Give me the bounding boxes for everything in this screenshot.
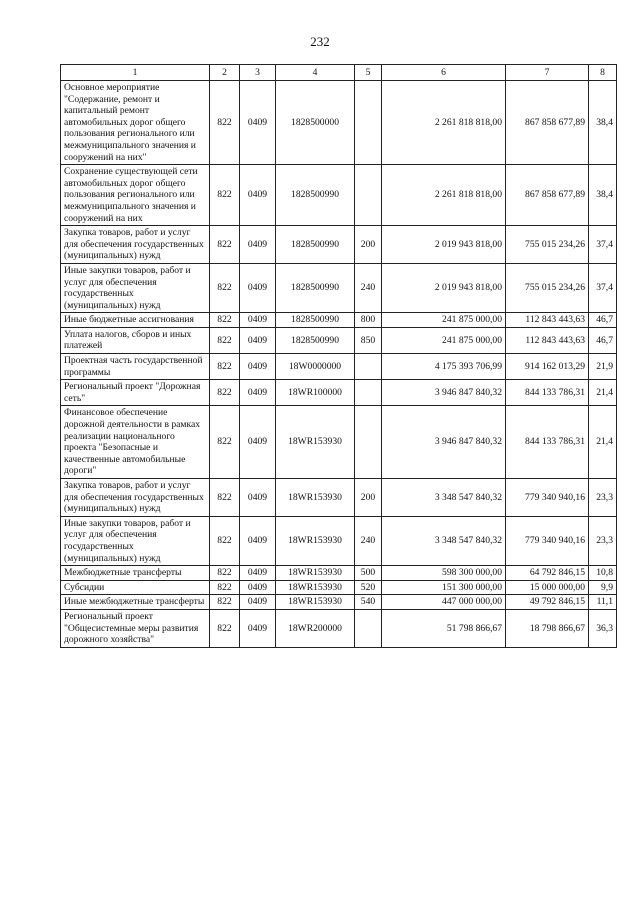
fact-amount-cell: 867 858 677,89 — [506, 81, 589, 165]
table-row — [61, 263, 617, 312]
row-name-cell: Основное мероприятие "Содержание, ремонт и капитальный ремонт автомобильных дорог общего пользования регионального или межмуниципального значения и сооружений на них" — [61, 81, 210, 165]
grbs-code-cell: 822 — [210, 313, 240, 328]
fact-amount-cell: 15 000 000,00 — [506, 580, 589, 595]
column-header: 1 — [61, 65, 210, 81]
table-row — [61, 566, 617, 581]
expense-type-cell: 200 — [355, 226, 382, 264]
section-code-cell: 0409 — [240, 327, 276, 353]
plan-amount-cell: 2 019 943 818,00 — [382, 226, 506, 264]
column-header: 6 — [382, 65, 506, 81]
expense-type-cell — [355, 406, 382, 479]
column-header: 7 — [506, 65, 589, 81]
target-article-cell: 18W0000000 — [276, 354, 355, 380]
section-code-cell: 0409 — [240, 479, 276, 517]
plan-amount-cell: 598 300 000,00 — [382, 566, 506, 581]
percent-cell: 36,3 — [589, 609, 617, 647]
plan-amount-cell: 2 019 943 818,00 — [382, 263, 506, 312]
grbs-code-cell: 822 — [210, 380, 240, 406]
section-code-cell: 0409 — [240, 313, 276, 328]
target-article-cell: 18WR100000 — [276, 380, 355, 406]
table-row — [61, 327, 617, 353]
percent-cell: 11,1 — [589, 595, 617, 610]
expense-type-cell: 850 — [355, 327, 382, 353]
row-name-cell: Закупка товаров, работ и услуг для обеспечения государственных (муниципальных) нужд — [61, 479, 210, 517]
row-name-cell: Региональный проект "Общесистемные меры развития дорожного хозяйства" — [61, 609, 210, 647]
grbs-code-cell: 822 — [210, 479, 240, 517]
column-header: 4 — [276, 65, 355, 81]
grbs-code-cell: 822 — [210, 580, 240, 595]
table-row — [61, 479, 617, 517]
expense-type-cell: 540 — [355, 595, 382, 610]
table-row — [61, 580, 617, 595]
target-article-cell: 18WR200000 — [276, 609, 355, 647]
percent-cell: 21,4 — [589, 406, 617, 479]
section-code-cell: 0409 — [240, 263, 276, 312]
target-article-cell: 18WR153930 — [276, 479, 355, 517]
column-header: 2 — [210, 65, 240, 81]
grbs-code-cell: 822 — [210, 516, 240, 565]
row-name-cell: Иные закупки товаров, работ и услуг для обеспечения государственных (муниципальных) нужд — [61, 263, 210, 312]
expense-type-cell — [355, 354, 382, 380]
header-row — [61, 65, 617, 81]
row-name-cell: Проектная часть государственной программы — [61, 354, 210, 380]
section-code-cell: 0409 — [240, 580, 276, 595]
section-code-cell: 0409 — [240, 595, 276, 610]
section-code-cell: 0409 — [240, 354, 276, 380]
row-name-cell: Закупка товаров, работ и услуг для обеспечения государственных (муниципальных) нужд — [61, 226, 210, 264]
fact-amount-cell: 49 792 846,15 — [506, 595, 589, 610]
row-name-cell: Сохранение существующей сети автомобильных дорог общего пользования регионального или межмуниципального значения и сооружений на них — [61, 165, 210, 226]
row-name-cell: Уплата налогов, сборов и иных платежей — [61, 327, 210, 353]
table-row — [61, 354, 617, 380]
percent-cell: 46,7 — [589, 327, 617, 353]
table-row — [61, 226, 617, 264]
plan-amount-cell: 241 875 000,00 — [382, 313, 506, 328]
section-code-cell: 0409 — [240, 165, 276, 226]
plan-amount-cell: 2 261 818 818,00 — [382, 81, 506, 165]
target-article-cell: 18WR153930 — [276, 580, 355, 595]
expense-type-cell: 800 — [355, 313, 382, 328]
fact-amount-cell: 112 843 443,63 — [506, 327, 589, 353]
column-header: 8 — [589, 65, 617, 81]
fact-amount-cell: 914 162 013,29 — [506, 354, 589, 380]
table-row — [61, 609, 617, 647]
expense-type-cell — [355, 380, 382, 406]
target-article-cell: 1828500990 — [276, 165, 355, 226]
expense-type-cell: 520 — [355, 580, 382, 595]
plan-amount-cell: 447 000 000,00 — [382, 595, 506, 610]
expense-type-cell: 500 — [355, 566, 382, 581]
grbs-code-cell: 822 — [210, 354, 240, 380]
percent-cell: 10,8 — [589, 566, 617, 581]
fact-amount-cell: 18 798 866,67 — [506, 609, 589, 647]
percent-cell: 23,3 — [589, 479, 617, 517]
target-article-cell: 1828500990 — [276, 226, 355, 264]
fact-amount-cell: 844 133 786,31 — [506, 380, 589, 406]
section-code-cell: 0409 — [240, 566, 276, 581]
percent-cell: 9,9 — [589, 580, 617, 595]
target-article-cell: 18WR153930 — [276, 566, 355, 581]
percent-cell: 21,9 — [589, 354, 617, 380]
fact-amount-cell: 867 858 677,89 — [506, 165, 589, 226]
plan-amount-cell: 151 300 000,00 — [382, 580, 506, 595]
percent-cell: 46,7 — [589, 313, 617, 328]
fact-amount-cell: 844 133 786,31 — [506, 406, 589, 479]
fact-amount-cell: 779 340 940,16 — [506, 516, 589, 565]
row-name-cell: Субсидии — [61, 580, 210, 595]
fact-amount-cell: 755 015 234,26 — [506, 263, 589, 312]
target-article-cell: 18WR153930 — [276, 406, 355, 479]
grbs-code-cell: 822 — [210, 406, 240, 479]
grbs-code-cell: 822 — [210, 595, 240, 610]
expense-type-cell — [355, 81, 382, 165]
table-row — [61, 406, 617, 479]
expense-type-cell: 240 — [355, 516, 382, 565]
target-article-cell: 1828500990 — [276, 263, 355, 312]
plan-amount-cell: 51 798 866,67 — [382, 609, 506, 647]
target-article-cell: 18WR153930 — [276, 595, 355, 610]
target-article-cell: 18WR153930 — [276, 516, 355, 565]
fact-amount-cell: 64 792 846,15 — [506, 566, 589, 581]
section-code-cell: 0409 — [240, 609, 276, 647]
percent-cell: 37,4 — [589, 226, 617, 264]
row-name-cell: Межбюджетные трансферты — [61, 566, 210, 581]
row-name-cell: Иные закупки товаров, работ и услуг для обеспечения государственных (муниципальных) нужд — [61, 516, 210, 565]
row-name-cell: Финансовое обеспечение дорожной деятельности в рамках реализации национального проекта "Безопасные и качественные автомобильные дороги" — [61, 406, 210, 479]
expense-type-cell — [355, 609, 382, 647]
target-article-cell: 1828500990 — [276, 313, 355, 328]
plan-amount-cell: 3 348 547 840,32 — [382, 516, 506, 565]
percent-cell: 37,4 — [589, 263, 617, 312]
percent-cell: 23,3 — [589, 516, 617, 565]
section-code-cell: 0409 — [240, 406, 276, 479]
grbs-code-cell: 822 — [210, 609, 240, 647]
section-code-cell: 0409 — [240, 380, 276, 406]
column-header: 3 — [240, 65, 276, 81]
plan-amount-cell: 2 261 818 818,00 — [382, 165, 506, 226]
table-row — [61, 81, 617, 165]
grbs-code-cell: 822 — [210, 81, 240, 165]
grbs-code-cell: 822 — [210, 263, 240, 312]
table-row — [61, 313, 617, 328]
percent-cell: 21,4 — [589, 380, 617, 406]
budget-table — [60, 64, 617, 648]
grbs-code-cell: 822 — [210, 165, 240, 226]
percent-cell: 38,4 — [589, 165, 617, 226]
plan-amount-cell: 3 946 847 840,32 — [382, 406, 506, 479]
section-code-cell: 0409 — [240, 226, 276, 264]
row-name-cell: Иные межбюджетные трансферты — [61, 595, 210, 610]
table-row — [61, 595, 617, 610]
expense-type-cell: 240 — [355, 263, 382, 312]
expense-type-cell: 200 — [355, 479, 382, 517]
row-name-cell: Региональный проект "Дорожная сеть" — [61, 380, 210, 406]
section-code-cell: 0409 — [240, 81, 276, 165]
percent-cell: 38,4 — [589, 81, 617, 165]
grbs-code-cell: 822 — [210, 327, 240, 353]
column-header: 5 — [355, 65, 382, 81]
section-code-cell: 0409 — [240, 516, 276, 565]
grbs-code-cell: 822 — [210, 226, 240, 264]
plan-amount-cell: 3 348 547 840,32 — [382, 479, 506, 517]
plan-amount-cell: 241 875 000,00 — [382, 327, 506, 353]
fact-amount-cell: 755 015 234,26 — [506, 226, 589, 264]
grbs-code-cell: 822 — [210, 566, 240, 581]
fact-amount-cell: 779 340 940,16 — [506, 479, 589, 517]
row-name-cell: Иные бюджетные ассигнования — [61, 313, 210, 328]
plan-amount-cell: 4 175 393 706,99 — [382, 354, 506, 380]
expense-type-cell — [355, 165, 382, 226]
table-row — [61, 516, 617, 565]
table-row — [61, 165, 617, 226]
plan-amount-cell: 3 946 847 840,32 — [382, 380, 506, 406]
target-article-cell: 1828500000 — [276, 81, 355, 165]
target-article-cell: 1828500990 — [276, 327, 355, 353]
table-row — [61, 380, 617, 406]
page-number: 232 — [310, 34, 330, 49]
fact-amount-cell: 112 843 443,63 — [506, 313, 589, 328]
